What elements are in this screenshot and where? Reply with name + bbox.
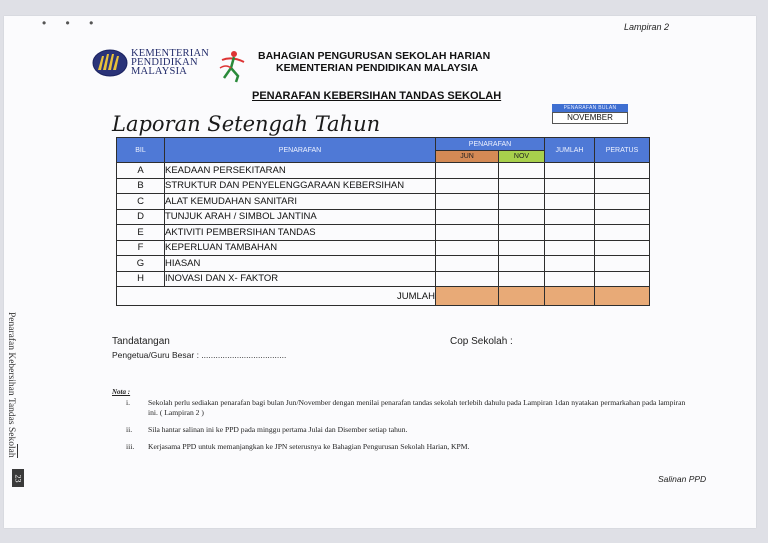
row-item: KEPERLUAN TAMBAHAN xyxy=(165,240,436,256)
table-total-row xyxy=(117,287,650,306)
row-code: B xyxy=(117,178,165,194)
header-line-2: KEMENTERIAN PENDIDIKAN MALAYSIA xyxy=(276,62,479,74)
cell-jun[interactable] xyxy=(436,178,499,194)
logo-line-1: KEMENTERIAN xyxy=(131,48,210,59)
row-item: KEADAAN PERSEKITARAN xyxy=(165,163,436,179)
page-number-box xyxy=(12,469,24,487)
cell-jumlah[interactable] xyxy=(545,178,595,194)
side-divider xyxy=(17,444,18,458)
table-row xyxy=(117,225,650,241)
cell-peratus[interactable] xyxy=(595,209,650,225)
col-jumlah: JUMLAH xyxy=(545,138,595,163)
col-jun: JUN xyxy=(436,151,499,163)
cell-jumlah[interactable] xyxy=(545,240,595,256)
note-number: i. xyxy=(126,398,131,407)
cell-jumlah[interactable] xyxy=(545,271,595,287)
row-code: E xyxy=(117,225,165,241)
penarafan-bulan-value: NOVEMBER xyxy=(552,112,628,124)
cell-jun[interactable] xyxy=(436,240,499,256)
note-text: Sekolah perlu sediakan penarafan bagi bulan Jun/November dengan menilai penarafan tandas sekolah terlebih dahulu pada Lampiran 1dan nyatakan permarkahan pada lampiran ini. ( Lampiran 2 ) xyxy=(148,398,686,417)
note-item xyxy=(126,398,686,418)
note-text: Sila hantar salinan ini ke PPD pada minggu pertama Julai dan Disember setiap tahun. xyxy=(148,425,408,434)
cell-jun[interactable] xyxy=(436,225,499,241)
footer-salinan-ppd: Salinan PPD xyxy=(658,474,707,484)
cell-jumlah[interactable] xyxy=(545,256,595,272)
row-code: A xyxy=(117,163,165,179)
header-line-1: BAHAGIAN PENGURUSAN SEKOLAH HARIAN xyxy=(258,50,491,62)
cop-sekolah-label: Cop Sekolah : xyxy=(450,336,513,347)
kpm-logo-text xyxy=(131,49,209,76)
col-nov: NOV xyxy=(499,151,545,163)
table-row xyxy=(117,271,650,287)
cell-peratus[interactable] xyxy=(595,256,650,272)
col-bil: BIL xyxy=(117,138,165,163)
row-code: G xyxy=(117,256,165,272)
notes-list xyxy=(126,398,686,459)
rating-table xyxy=(116,137,650,306)
col-group-penarafan: PENARAFAN xyxy=(436,138,545,151)
page-number: 23 xyxy=(13,474,23,482)
col-peratus: PERATUS xyxy=(595,138,650,163)
table-row xyxy=(117,240,650,256)
row-item: HIASAN xyxy=(165,256,436,272)
cell-nov[interactable] xyxy=(499,194,545,210)
row-code: F xyxy=(117,240,165,256)
scan-mark: • • • xyxy=(42,16,102,30)
row-item: ALAT KEMUDAHAN SANITARI xyxy=(165,194,436,210)
row-item: INOVASI DAN X- FAKTOR xyxy=(165,271,436,287)
kpm-logo xyxy=(92,48,210,82)
side-running-title: Penarafan Kebersihan Tandas Sekolah xyxy=(6,312,16,458)
row-code: H xyxy=(117,271,165,287)
cell-jumlah[interactable] xyxy=(545,194,595,210)
total-peratus-cell[interactable] xyxy=(595,287,650,306)
total-jumlah-cell[interactable] xyxy=(545,287,595,306)
row-code: C xyxy=(117,194,165,210)
row-item: STRUKTUR DAN PENYELENGGARAAN KEBERSIHAN xyxy=(165,178,436,194)
cell-peratus[interactable] xyxy=(595,271,650,287)
kpm-emblem-icon xyxy=(92,48,130,78)
note-item xyxy=(126,442,686,452)
logo-line-2: PENDIDIKAN xyxy=(131,57,198,68)
cell-nov[interactable] xyxy=(499,209,545,225)
total-nov-cell[interactable] xyxy=(499,287,545,306)
table-row xyxy=(117,163,650,179)
table-row xyxy=(117,256,650,272)
cell-nov[interactable] xyxy=(499,271,545,287)
total-label: JUMLAH xyxy=(117,287,436,306)
cell-jumlah[interactable] xyxy=(545,163,595,179)
col-penarafan: PENARAFAN xyxy=(165,138,436,163)
cell-jun[interactable] xyxy=(436,256,499,272)
cell-nov[interactable] xyxy=(499,163,545,179)
cell-nov[interactable] xyxy=(499,240,545,256)
cell-nov[interactable] xyxy=(499,256,545,272)
tandatangan-label: Tandatangan xyxy=(112,336,170,347)
total-jun-cell[interactable] xyxy=(436,287,499,306)
cell-peratus[interactable] xyxy=(595,225,650,241)
cell-jun[interactable] xyxy=(436,163,499,179)
cell-nov[interactable] xyxy=(499,225,545,241)
penarafan-bulan-label: PENARAFAN BULAN xyxy=(552,104,628,112)
document-subtitle: PENARAFAN KEBERSIHAN TANDAS SEKOLAH xyxy=(252,90,502,102)
bpsh-dancer-logo-icon xyxy=(214,48,250,84)
cell-jun[interactable] xyxy=(436,271,499,287)
note-number: ii. xyxy=(126,425,133,434)
note-text: Kerjasama PPD untuk memanjangkan ke JPN seterusnya ke Bahagian Pengurusan Sekolah Harian, KPM. xyxy=(148,442,470,451)
cell-nov[interactable] xyxy=(499,178,545,194)
cell-peratus[interactable] xyxy=(595,240,650,256)
row-item: AKTIVITI PEMBERSIHAN TANDAS xyxy=(165,225,436,241)
table-row xyxy=(117,194,650,210)
cell-jun[interactable] xyxy=(436,209,499,225)
nota-heading: Nota : xyxy=(112,388,131,396)
cell-jumlah[interactable] xyxy=(545,209,595,225)
table-header-row xyxy=(117,138,650,151)
pengetua-signature-line: Pengetua/Guru Besar : .................................... xyxy=(112,350,287,360)
report-title: Laporan Setengah Tahun xyxy=(112,112,381,136)
cell-peratus[interactable] xyxy=(595,194,650,210)
note-number: iii. xyxy=(126,442,135,451)
table-row xyxy=(117,178,650,194)
cell-peratus[interactable] xyxy=(595,178,650,194)
lampiran-label: Lampiran 2 xyxy=(624,22,670,32)
row-item: TUNJUK ARAH / SIMBOL JANTINA xyxy=(165,209,436,225)
cell-jumlah[interactable] xyxy=(545,225,595,241)
logo-line-3: MALAYSIA xyxy=(131,66,188,77)
row-code: D xyxy=(117,209,165,225)
cell-peratus[interactable] xyxy=(595,163,650,179)
table-row xyxy=(117,209,650,225)
note-item xyxy=(126,425,686,435)
cell-jun[interactable] xyxy=(436,194,499,210)
penarafan-bulan-box xyxy=(552,104,628,124)
